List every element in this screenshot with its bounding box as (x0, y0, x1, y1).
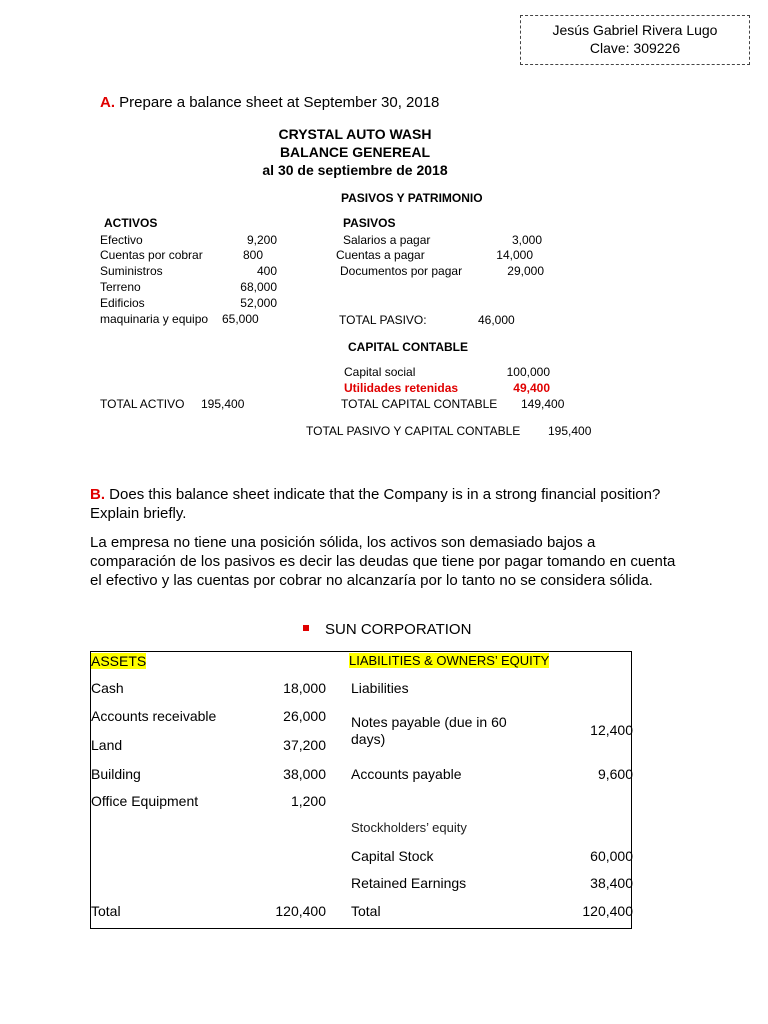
statement-title: BALANCE GENEREAL (279, 144, 431, 160)
total-equity-value: 149,400 (521, 397, 565, 411)
sun-asset-value: 1,200 (290, 793, 326, 809)
total-assets-label: TOTAL ACTIVO (100, 397, 185, 411)
liability-value: 29,000 (507, 264, 544, 278)
sun-total-assets-value: 120,400 (275, 903, 326, 919)
liability-label: Salarios a pagar (343, 233, 431, 247)
equity-label: Capital social (344, 365, 416, 379)
total-equity-label: TOTAL CAPITAL CONTABLE (341, 397, 498, 411)
liabilities-header: PASIVOS (343, 216, 396, 230)
total-liabilities-value: 46,000 (478, 313, 515, 327)
asset-label: Efectivo (100, 233, 143, 247)
sun-assets-header: ASSETS (91, 653, 147, 669)
sun-accounts-payable-label: Accounts payable (351, 766, 462, 782)
part-a-letter: A. (100, 94, 115, 111)
sun-total-assets-label: Total (91, 903, 121, 919)
asset-label: Edificios (100, 296, 145, 310)
part-b-question (90, 485, 680, 523)
part-b-answer: La empresa no tiene una posición sólida, los activos son demasiado bajos a comparación de los pasivos es decir las deudas que tiene por pagar tomando en cuenta el efectivo y las cuentas por cobrar no alcanzaría por lo tanto no se considera sólida. (90, 534, 676, 589)
total-liabilities-label: TOTAL PASIVO: (339, 313, 427, 327)
asset-label: maquinaria y equipo (100, 312, 209, 326)
liability-value: 3,000 (511, 233, 542, 247)
grand-total-label: TOTAL PASIVO Y CAPITAL CONTABLE (306, 424, 521, 438)
asset-value: 800 (242, 248, 263, 262)
author-box (520, 15, 750, 65)
sun-capital-stock-value: 60,000 (590, 848, 633, 864)
asset-label: Suministros (100, 264, 163, 278)
sun-asset-label: Land (91, 737, 123, 753)
sun-total-liab-value: 120,400 (582, 903, 633, 919)
sun-capital-stock-label: Capital Stock (351, 848, 434, 864)
asset-value: 400 (256, 264, 277, 278)
equity-value: 100,000 (506, 365, 550, 379)
asset-value: 65,000 (222, 312, 259, 326)
sun-liabilities-label: Liabilities (351, 680, 409, 696)
asset-label: Cuentas por cobrar (100, 248, 203, 262)
sun-stockholders-label: Stockholders’ equity (351, 820, 467, 835)
liab-equity-header: PASIVOS Y PATRIMONIO (341, 191, 483, 205)
sun-title: SUN CORPORATION (325, 621, 472, 638)
assets-header: ACTIVOS (104, 216, 158, 230)
statement-date: al 30 de septiembre de 2018 (262, 162, 448, 178)
liability-label: Cuentas a pagar (336, 248, 425, 262)
sun-title-row (303, 621, 471, 638)
sun-asset-label: Building (91, 766, 141, 782)
part-b-text: Does this balance sheet indicate that the Company is in a strong financial position? Explain briefly. (90, 486, 661, 522)
bullet-icon (303, 625, 309, 631)
part-a-text: Prepare a balance sheet at September 30, 2018 (119, 94, 440, 111)
sun-asset-label: Cash (91, 680, 124, 696)
equity-label-retained: Utilidades retenidas (344, 381, 459, 395)
asset-label: Terreno (100, 280, 141, 294)
asset-value: 9,200 (246, 233, 277, 247)
equity-value-retained: 49,400 (513, 381, 550, 395)
sun-asset-label: Accounts receivable (91, 708, 217, 724)
author-id: Clave: 309226 (589, 40, 681, 56)
sun-asset-value: 26,000 (283, 708, 326, 724)
liability-value: 14,000 (496, 248, 533, 262)
sun-asset-value: 37,200 (283, 737, 326, 753)
liability-label: Documentos por pagar (340, 264, 463, 278)
sun-notes-payable-label: Notes payable (due in 60 days) (351, 714, 507, 747)
sun-asset-value: 18,000 (283, 680, 326, 696)
sun-balance-table (90, 651, 632, 929)
sun-asset-value: 38,000 (283, 766, 326, 782)
company-name: CRYSTAL AUTO WASH (278, 126, 432, 142)
asset-value: 52,000 (240, 296, 277, 310)
total-assets-value: 195,400 (201, 397, 245, 411)
part-b-letter: B. (90, 486, 105, 503)
sun-asset-label: Office Equipment (91, 793, 199, 809)
sun-notes-payable-value: 12,400 (590, 722, 633, 738)
grand-total-value: 195,400 (548, 424, 592, 438)
sun-retained-earnings-value: 38,400 (590, 875, 633, 891)
sun-retained-earnings-label: Retained Earnings (351, 875, 467, 891)
sun-accounts-payable-value: 9,600 (597, 766, 633, 782)
author-name: Jesús Gabriel Rivera Lugo (552, 22, 718, 38)
sun-liab-header: LIABILITIES & OWNERS’ EQUITY (349, 653, 550, 668)
sun-total-liab-label: Total (351, 903, 381, 919)
equity-header: CAPITAL CONTABLE (348, 340, 468, 354)
asset-value: 68,000 (240, 280, 277, 294)
part-a-prompt (100, 94, 439, 111)
